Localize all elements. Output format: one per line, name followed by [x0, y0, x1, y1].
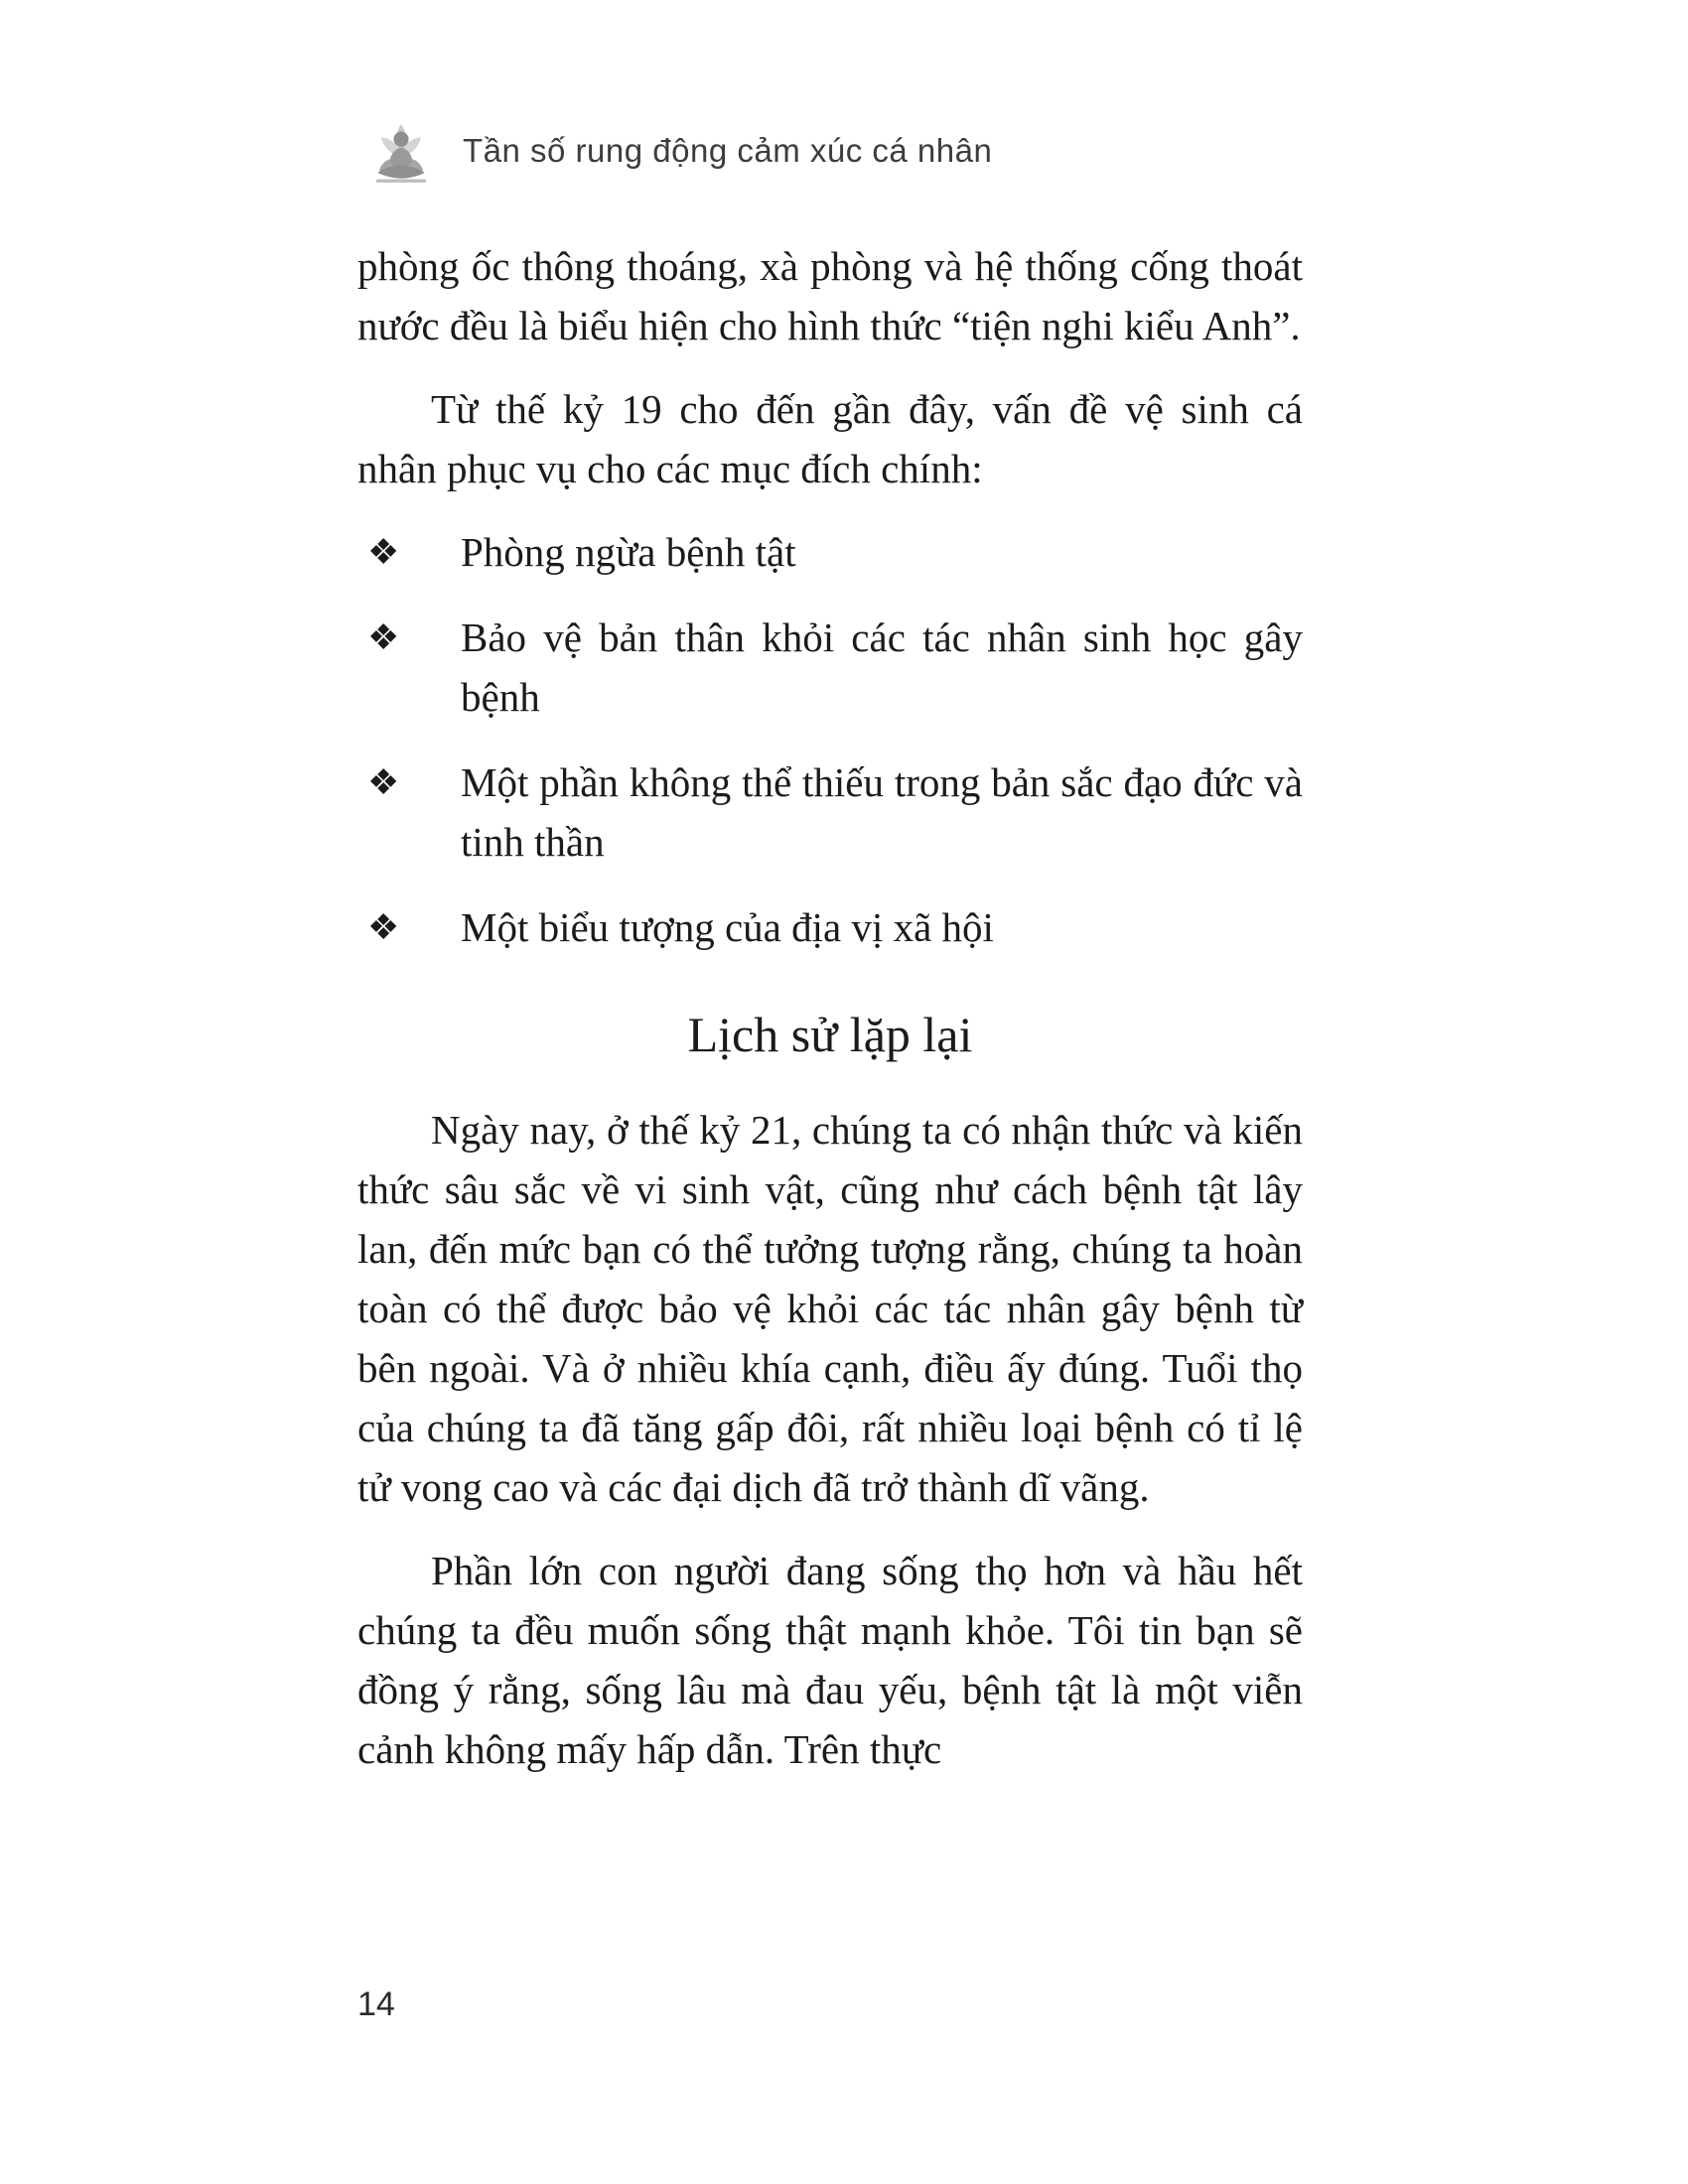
- running-head-title: Tần số rung động cảm xúc cá nhân: [463, 132, 993, 169]
- list-item: [357, 752, 1303, 872]
- diamond-bullet-icon: ❖: [367, 907, 400, 947]
- page-number: 14: [357, 1985, 395, 2023]
- list-item-text: Bảo vệ bản thân khỏi các tác nhân sinh học gây bệnh: [461, 614, 1303, 720]
- meditation-lotus-icon: [359, 109, 443, 193]
- section-heading: Lịch sử lặp lại: [687, 1007, 973, 1062]
- diamond-bullet-icon: ❖: [367, 532, 400, 572]
- page-content: [357, 236, 1303, 1803]
- paragraph: Phần lớn con người đang sống thọ hơn và hầu hết chúng ta đều muốn sống thật mạnh khỏe. Tôi tin bạn sẽ đồng ý rằng, sống lâu mà đau yếu, bệnh tật là một viễn cảnh không mấy hấp dẫn. Trên thực: [357, 1548, 1303, 1772]
- bullet-list: [357, 522, 1303, 957]
- list-item-text: Phòng ngừa bệnh tật: [461, 529, 796, 575]
- paragraph: Ngày nay, ở thế kỷ 21, chúng ta có nhận thức và kiến thức sâu sắc về vi sinh vật, cũng như cách bệnh tật lây lan, đến mức bạn có thể tưởng tượng rằng, chúng ta hoàn toàn có thể được bảo vệ khỏi các tác nhân gây bệnh từ bên ngoài. Và ở nhiều khía cạnh, điều ấy đúng. Tuổi thọ của chúng ta đã tăng gấp đôi, rất nhiều loại bệnh có tỉ lệ tử vong cao và các đại dịch đã trở thành dĩ vãng.: [357, 1107, 1303, 1510]
- diamond-bullet-icon: ❖: [367, 762, 400, 802]
- diamond-bullet-icon: ❖: [367, 617, 400, 657]
- paragraph: Từ thế kỷ 19 cho đến gần đây, vấn đề vệ sinh cá nhân phục vụ cho các mục đích chính:: [357, 386, 1303, 491]
- list-item: [357, 897, 1303, 957]
- list-item-text: Một phần không thể thiếu trong bản sắc đạo đức và tinh thần: [461, 759, 1303, 865]
- paragraph: phòng ốc thông thoáng, xà phòng và hệ thống cống thoát nước đều là biểu hiện cho hình thức “tiện nghi kiểu Anh”.: [357, 243, 1303, 348]
- page-header: [359, 109, 992, 193]
- list-item: [357, 522, 1303, 582]
- list-item-text: Một biểu tượng của địa vị xã hội: [461, 904, 994, 950]
- list-item: [357, 608, 1303, 727]
